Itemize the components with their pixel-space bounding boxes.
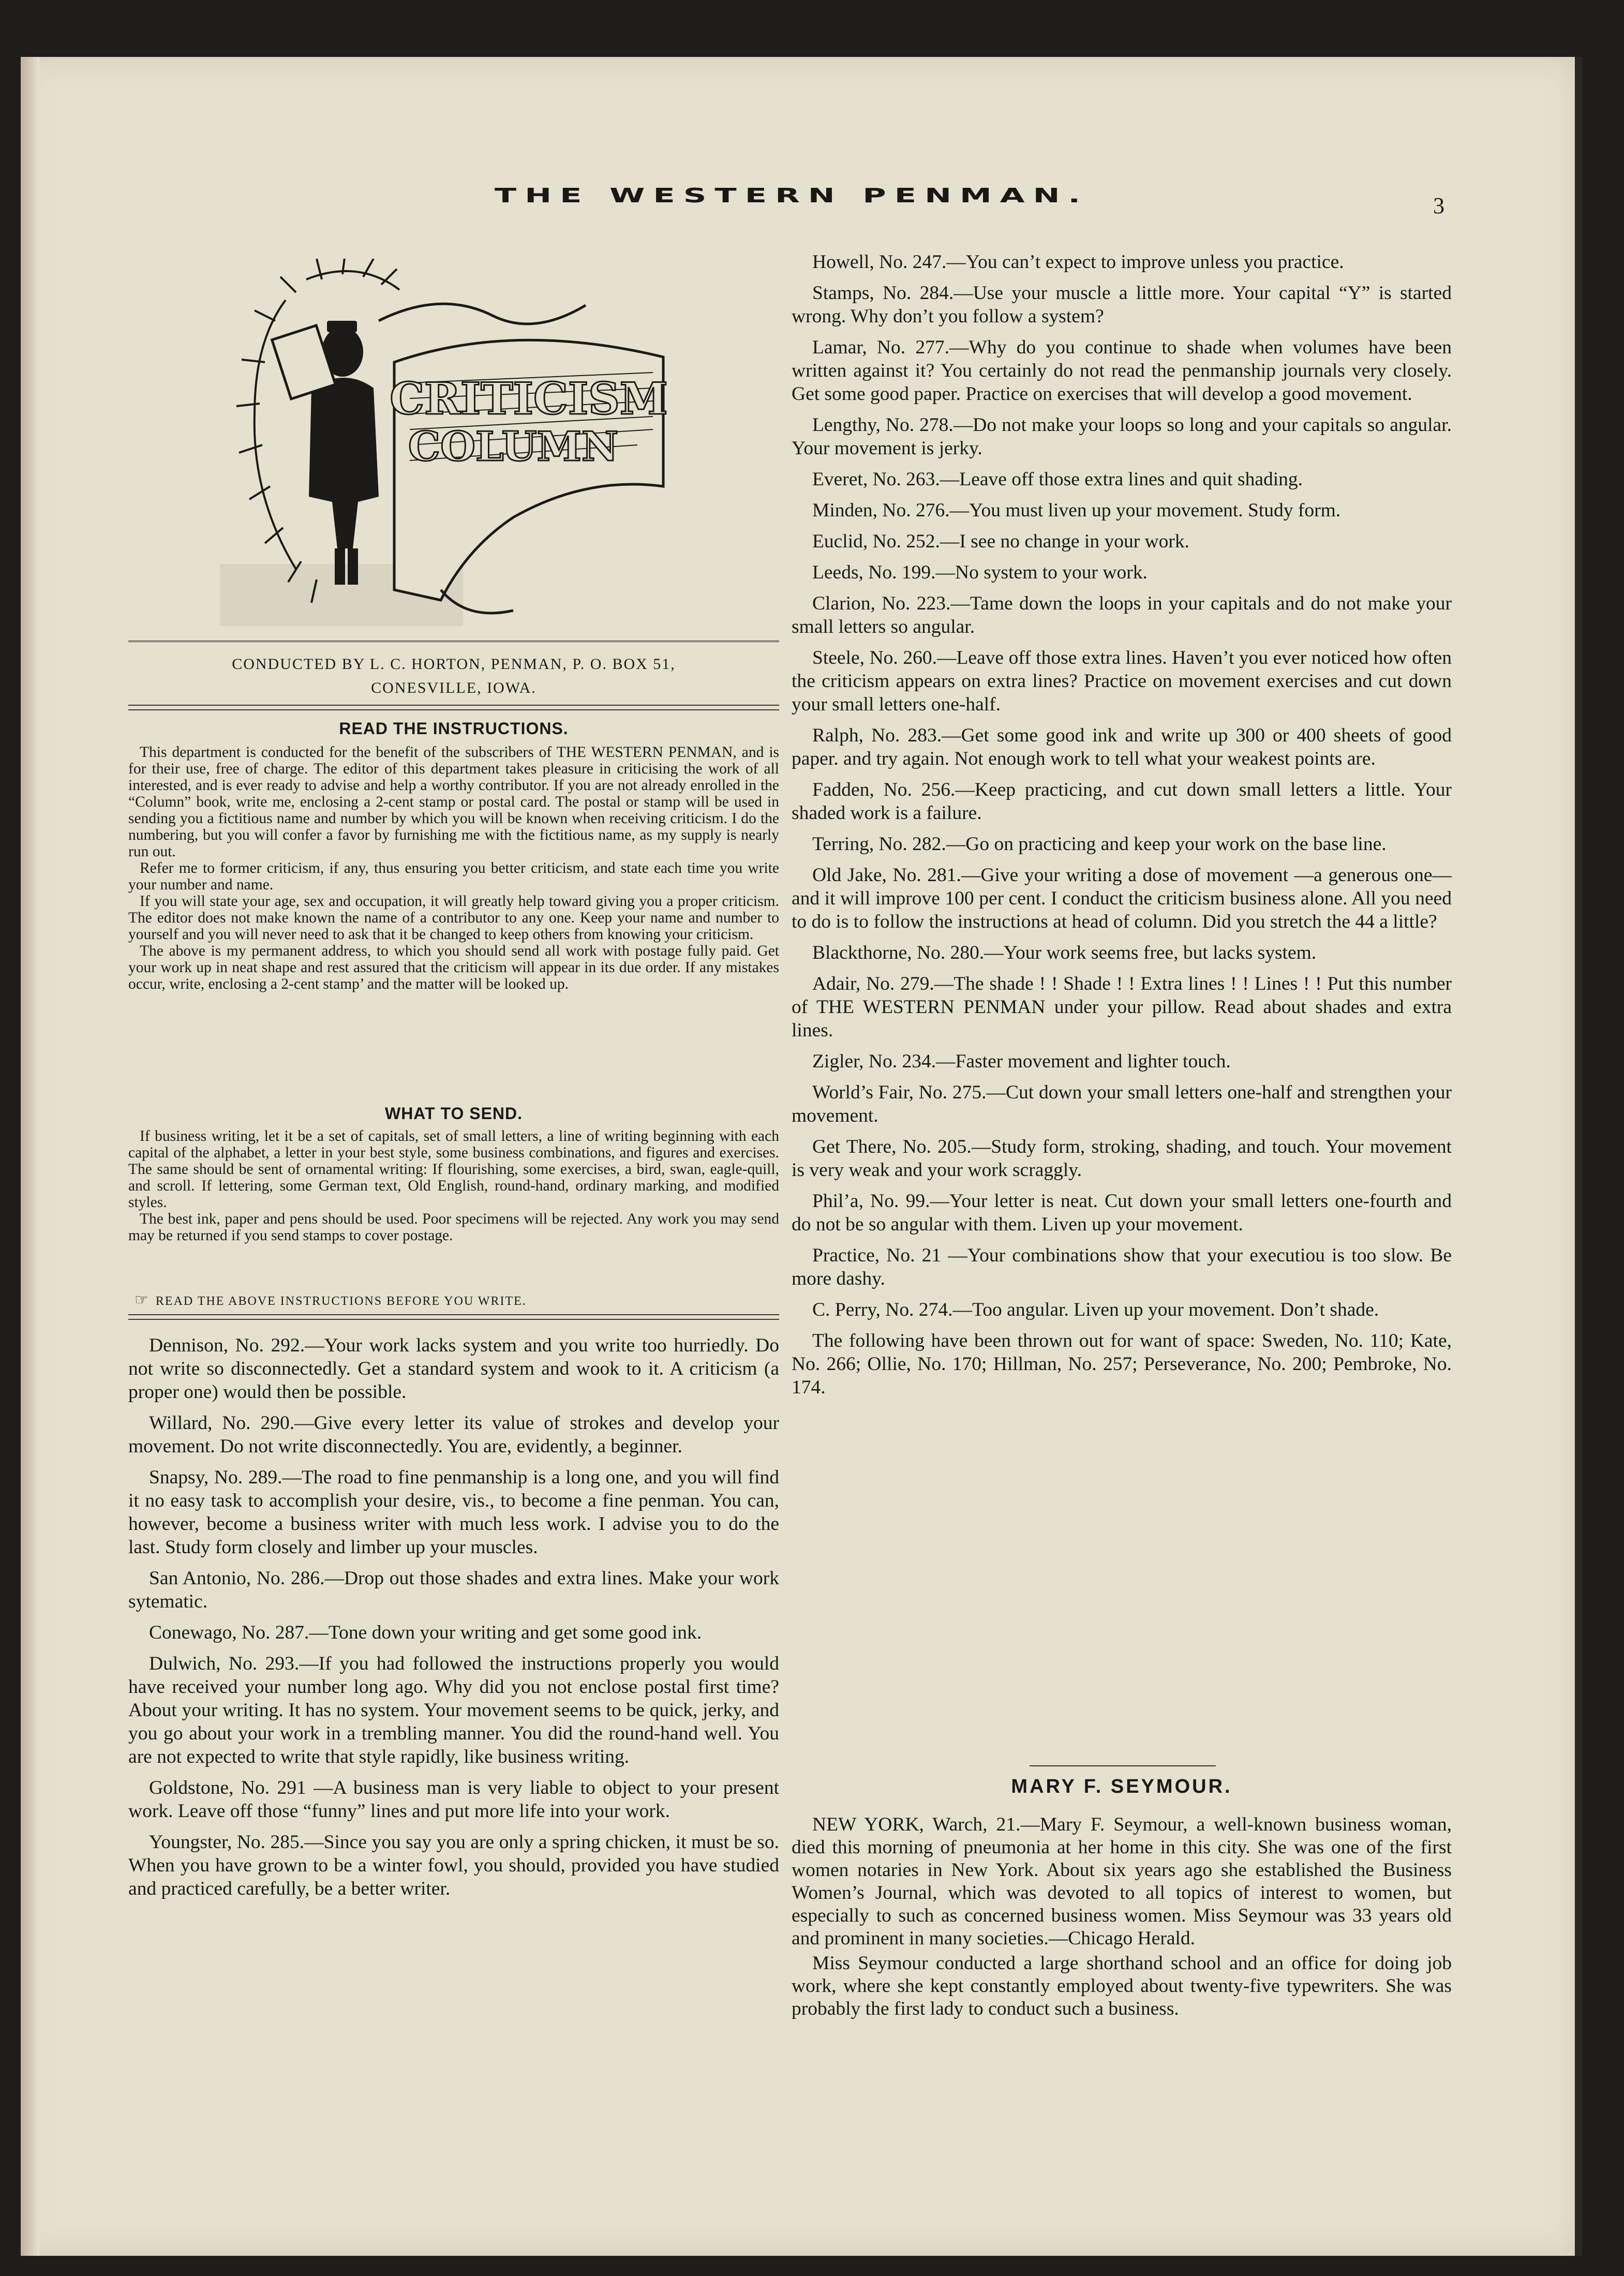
penman-figure — [272, 321, 379, 585]
criticism-item: Lengthy, No. 278.—Do not make your loops so long and your capitals so angular. Your movement is jerky. — [792, 414, 1452, 459]
criticism-item: Willard, No. 290.—Give every letter its value of strokes and develop your movement. Do not write disconnectedly. You are, evidently, a beginner. — [128, 1412, 779, 1457]
criticism-item: Steele, No. 260.—Leave off those extra lines. Haven’t you ever noticed how often the criticism appears on extra lines? Practice on movement exercises and cut down your small letters one-half. — [792, 647, 1452, 715]
criticism-column-illustration — [224, 259, 679, 631]
double-rule — [128, 705, 779, 710]
criticism-item: Get There, No. 205.—Study form, stroking, shading, and touch. Your movement is very weak and your work scraggly. — [792, 1136, 1452, 1181]
instructions-paragraph: If you will state your age, sex and occupation, it will greatly help toward giving you a proper criticism. The editor does not make known the name of a contributor to any one. Keep your name and number to yourself and you will never need to ask that it be changed to keep others from knowing your criticism. — [128, 893, 779, 943]
obituary-paragraph: Miss Seymour conducted a large shorthand school and an office for doing job work, where she kept constantly employed about twenty-five typewriters. She was probably the first lady to conduct such a business. — [792, 1953, 1452, 2019]
what-to-send-heading: WHAT TO SEND. — [384, 1104, 523, 1123]
instructions-paragraph: The above is my permanent address, to which you should send all work with postage fully paid. Get your work up in neat shape and rest assured that the criticism will appear in its due order. If any mistakes occur, write, enclosing a 2-cent stamp’ and the matter will be looked up. — [128, 943, 779, 992]
criticism-item: Terring, No. 282.—Go on practicing and keep your work on the base line. — [812, 834, 1387, 855]
instructions-text — [128, 744, 779, 992]
conducted-line-2: CONESVILLE, IOWA. — [371, 679, 537, 696]
criticism-item: Dulwich, No. 293.—If you had followed the instructions properly you would have received your number long ago. Why did you not enclose postal first time? About your writing. It has no system. Your movement seems to be quick, jerky, and you go about your work in a trembling manner. You did the round-hand well. You are not expected to write that style rapidly, like business writing. — [128, 1653, 779, 1767]
pointing-hand-icon: ☞ — [135, 1291, 150, 1308]
criticism-item: Euclid, No. 252.—I see no change in your work. — [812, 531, 1189, 552]
left-criticisms — [128, 1334, 779, 1908]
double-rule — [128, 1314, 779, 1320]
instructions-paragraph: Refer me to former criticism, if any, thus ensuring you better criticism, and state each time you write your number and name. — [128, 860, 779, 893]
criticism-item: Snapsy, No. 289.—The road to fine penmanship is a long one, and you will find it no easy task to accomplish your desire, vis., to become a fine penman. You can, however, become a business writer with much less work. I advise you to do the last. Study form closely and limber up your muscles. — [128, 1467, 779, 1558]
page-edge — [1575, 57, 1582, 2256]
criticism-item: Clarion, No. 223.—Tame down the loops in your capitals and do not make your small letters so angular. — [792, 593, 1452, 637]
cut-label-criticism: CRITICISM — [390, 373, 668, 424]
criticism-item: Youngster, No. 285.—Since you say you are only a spring chicken, it must be so. When you have grown to be a winter fowl, you should, provided you have studied and practiced carefully, be a better writer. — [128, 1832, 779, 1899]
read-above-text: READ THE ABOVE INSTRUCTIONS BEFORE YOU WRITE. — [155, 1295, 527, 1308]
criticism-item: Lamar, No. 277.—Why do you continue to shade when volumes have been written against it? You certainly do not read the penmanship journals very closely. Get some good paper. Practice on exercises that will develop a good movement. — [792, 337, 1452, 405]
criticism-item: Stamps, No. 284.—Use your muscle a little more. Your capital “Y” is started wrong. Why don’t you follow a system? — [792, 282, 1452, 327]
instructions-heading: READ THE INSTRUCTIONS. — [339, 719, 569, 738]
conducted-line-1: CONDUCTED BY L. C. HORTON, PENMAN, P. O. BOX 51, — [232, 656, 676, 673]
obituary-paragraph: NEW YORK, Warch, 21.—Mary F. Seymour, a well-known business woman, died this morning of pneumonia at her home in this city. She was one of the first women notaries in New York. About six years ago she established the Business Women’s Journal, which was devoted to all topics of interest to women, but especially to such as concerned business women. Miss Seymour was 33 years old and prominent in many societies.—Chicago Herald. — [792, 1814, 1452, 1949]
criticism-item: Howell, No. 247.—You can’t expect to improve unless you practice. — [812, 251, 1344, 273]
criticism-item: Minden, No. 276.—You must liven up your movement. Study form. — [812, 500, 1341, 521]
instructions-paragraph: This department is conducted for the benefit of the subscribers of THE WESTERN PENMAN, and is for their use, free of charge. The editor of this department takes pleasure in criticising the work of all interested, and is ever ready to advise and help a worthy contributor. If you are not already enrolled in the “Column” book, write me, enclosing a 2-cent stamp or postal card. The postal or stamp will be used in sending you a fictitious name and number by which you will be known when receiving criticism. I do the numbering, but you will confer a favor by furnishing me with the fictitious name, as my supply is nearly run out. — [128, 744, 779, 860]
criticism-item: Conewago, No. 287.—Tone down your writing and get some good ink. — [149, 1622, 702, 1643]
obituary-rule — [1030, 1765, 1216, 1766]
criticism-item: Old Jake, No. 281.—Give your writing a dose of movement —a generous one—and it will improve 100 per cent. I conduct the criticism business alone. All you need to do is to follow the instructions at head of column. Did you stretch the 44 a little? — [792, 865, 1452, 932]
criticism-item: Fadden, No. 256.—Keep practicing, and cut down small letters a little. Your shaded work is a failure. — [792, 779, 1452, 824]
what-to-send-paragraph: The best ink, paper and pens should be used. Poor specimens will be rejected. Any work you may send may be returned if you send stamps to cover postage. — [128, 1211, 779, 1244]
criticism-item: San Antonio, No. 286.—Drop out those shades and extra lines. Make your work sytematic. — [128, 1568, 779, 1612]
criticism-item: Goldstone, No. 291 —A business man is very liable to object to your present work. Leave off those “funny” lines and put more life into your work. — [128, 1777, 779, 1822]
criticism-item: Everet, No. 263.—Leave off those extra lines and quit shading. — [812, 469, 1303, 490]
running-header: THE WESTERN PENMAN. — [494, 184, 1089, 207]
what-to-send-paragraph: If business writing, let it be a set of capitals, set of small letters, a line of writing beginning with each capital of the alphabet, a letter in your best style, some business combinations, and figures and exercises. The same should be sent of ornamental writing: If flourishing, some exercises, a bird, swan, eagle-quill, and scroll. If lettering, some German text, Old English, round-hand, ordinary marking, and modified styles. — [128, 1128, 779, 1211]
obituary-text — [792, 1813, 1452, 2028]
page-number: 3 — [1433, 193, 1444, 218]
criticism-item: World’s Fair, No. 275.—Cut down your small letters one-half and strengthen your movement. — [792, 1082, 1452, 1126]
read-above-notice — [135, 1291, 776, 1309]
right-criticisms — [792, 250, 1452, 1407]
criticism-item: Ralph, No. 283.—Get some good ink and write up 300 or 400 sheets of good paper. and try again. Not enough work to tell what your weakest points are. — [792, 725, 1452, 769]
page-spine-shadow — [21, 57, 39, 2256]
criticism-item: Adair, No. 279.—The shade ! ! Shade ! ! Extra lines ! ! Lines ! ! Put this number of THE WESTERN PENMAN under your pillow. Read about shades and extra lines. — [792, 973, 1452, 1041]
criticism-item: Blackthorne, No. 280.—Your work seems free, but lacks system. — [812, 942, 1317, 963]
criticism-item: Practice, No. 21 —Your combinations show that your executiou is too slow. Be more dashy. — [792, 1245, 1452, 1289]
obituary-heading: MARY F. SEYMOUR. — [1011, 1776, 1232, 1797]
criticism-item: The following have been thrown out for want of space: Sweden, No. 110; Kate, No. 266; Ollie, No. 170; Hillman, No. 257; Perseverance, No. 200; Pembroke, No. 174. — [792, 1330, 1452, 1398]
cut-label-column: COLUMN — [408, 423, 619, 470]
criticism-item: Dennison, No. 292.—Your work lacks system and you write too hurriedly. Do not write so disconnectedly. Get a standard system and wook to it. A criticism (a proper one) would then be possible. — [128, 1335, 779, 1403]
what-to-send-text — [128, 1128, 779, 1244]
conducted-by-notice — [128, 641, 779, 700]
criticism-item: Phil’a, No. 99.—Your letter is neat. Cut down your small letters one-fourth and do not be so angular with them. Liven up your movement. — [792, 1191, 1452, 1235]
criticism-item: Zigler, No. 234.—Faster movement and lighter touch. — [812, 1051, 1231, 1072]
criticism-item: C. Perry, No. 274.—Too angular. Liven up your movement. Don’t shade. — [812, 1299, 1379, 1320]
criticism-item: Leeds, No. 199.—No system to your work. — [812, 562, 1148, 583]
